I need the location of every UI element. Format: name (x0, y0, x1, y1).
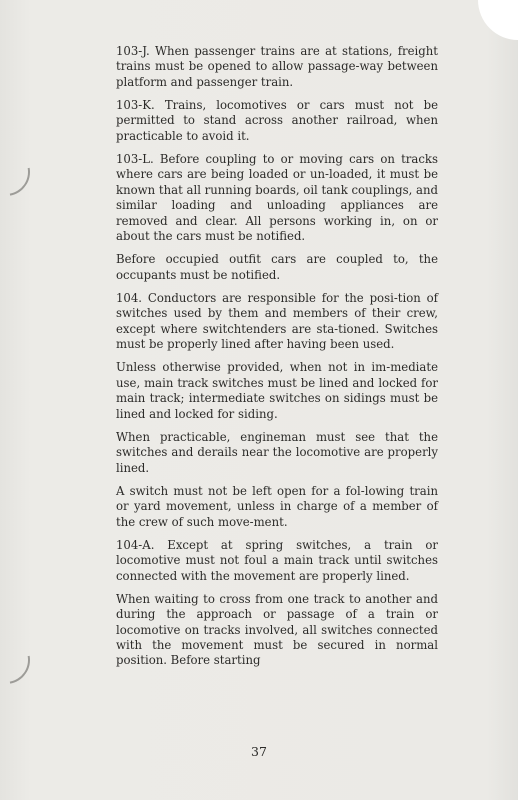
page-number: 37 (251, 744, 267, 759)
rule-104-engineman: When practicable, engineman must see that the switches and derails near the locomotive are properly lined. (116, 429, 438, 475)
binder-hole-top (0, 139, 39, 206)
page-corner (478, 0, 518, 40)
rule-104-a-waiting: When waiting to cross from one track to another and during the approach or passage of a train or locomotive on tracks involved, all switches connected with the movement must be secured in normal position. Before starting (116, 591, 438, 668)
binder-hole-bottom (0, 627, 39, 694)
rule-103-l: 103-L. Before coupling to or moving cars on tracks where cars are being loaded or un-loaded, it must be known that all running boards, oil tank couplings, and similar loading and unloading appliances are removed and clear. All persons working in, on or about the cars must be notified. (116, 152, 438, 244)
rule-104-main-track: Unless otherwise provided, when not in im-mediate use, main track switches must be lined and locked for main track; intermediate switches on sidings must be lined and locked for siding. (116, 360, 438, 421)
rule-104-switch-open: A switch must not be left open for a fol-lowing train or yard movement, unless in charge of a member of the crew of such move-ment. (116, 483, 438, 529)
rule-103-j: 103-J. When passenger trains are at stations, freight trains must be opened to allow passage-way between platform and passenger train. (116, 44, 438, 89)
rule-103-l-outfit-cars: Before occupied outfit cars are coupled to, the occupants must be notified. (116, 252, 438, 282)
rule-104-a: 104-A. Except at spring switches, a train or locomotive must not foul a main track until switches connected with the movement are properly lined. (116, 537, 438, 583)
rule-104: 104. Conductors are responsible for the posi-tion of switches used by them and members of their crew, except where switchtenders are sta-tioned. Switches must be properly lined after having been used. (116, 290, 438, 352)
rule-103-k: 103-K. Trains, locomotives or cars must not be permitted to stand across another railroad, when practicable to avoid it. (116, 98, 438, 143)
rule-text-body (116, 44, 438, 677)
